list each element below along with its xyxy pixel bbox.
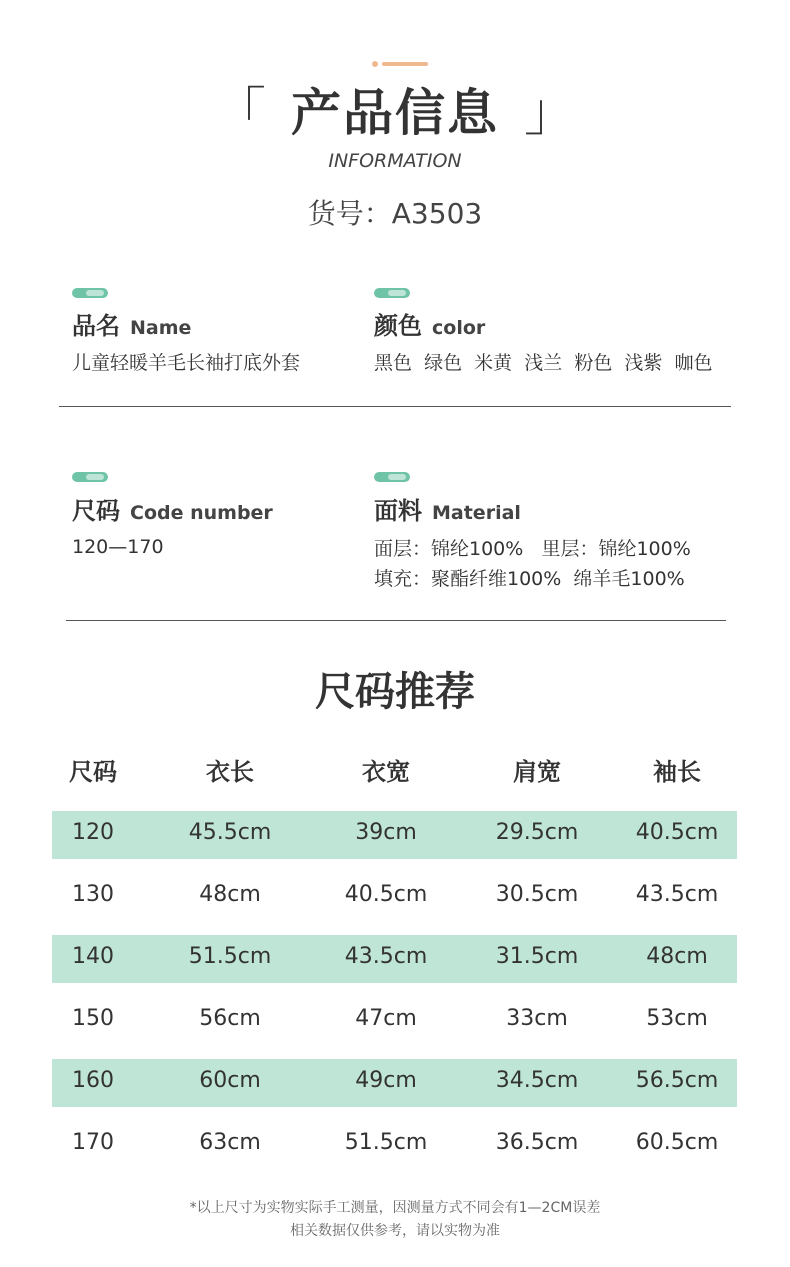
divider	[59, 406, 731, 407]
title-bracket-open: 「	[213, 83, 266, 143]
table-cell: 63cm	[199, 1130, 261, 1155]
size-label-en: Code number	[130, 502, 273, 524]
section-marker-icon	[374, 288, 410, 298]
title-text: 产品信息	[291, 84, 499, 142]
size-value: 120—170	[72, 536, 164, 558]
table-cell: 34.5cm	[495, 1068, 579, 1093]
name-heading	[72, 306, 191, 341]
table-cell: 150	[72, 1006, 114, 1031]
name-label: 品名	[72, 312, 120, 340]
section-marker-icon	[72, 472, 108, 482]
table-row	[52, 873, 737, 921]
color-value: 黑色 绿色 米黄 浅兰 粉色 浅紫 咖色	[374, 352, 713, 374]
table-cell: 49cm	[355, 1068, 417, 1093]
title-bracket-close: 」	[524, 83, 577, 143]
table-cell: 33cm	[506, 1006, 568, 1031]
table-cell: 51.5cm	[344, 1130, 428, 1155]
measurement-note: *以上尺寸为实物实际手工测量，因测量方式不同会有1—2CM误差	[189, 1200, 601, 1216]
table-cell: 43.5cm	[344, 944, 428, 969]
name-label-en: Name	[130, 317, 192, 339]
material-value-line2: 填充：聚酯纤维100% 绵羊毛100%	[374, 568, 685, 590]
table-cell: 36.5cm	[495, 1130, 579, 1155]
table-cell: 48cm	[199, 882, 261, 907]
table-row	[52, 1059, 737, 1107]
size-label: 尺码	[72, 497, 120, 525]
table-cell: 40.5cm	[635, 820, 719, 845]
material-label-en: Material	[432, 502, 521, 524]
table-cell: 39cm	[355, 820, 417, 845]
header-cell: 肩宽	[513, 758, 561, 786]
table-cell: 31.5cm	[495, 944, 579, 969]
table-cell: 160	[72, 1068, 114, 1093]
reference-note: 相关数据仅供参考，请以实物为准	[290, 1223, 500, 1239]
table-header-row	[52, 750, 737, 798]
material-heading	[374, 491, 521, 526]
table-cell: 51.5cm	[188, 944, 272, 969]
table-cell: 29.5cm	[495, 820, 579, 845]
table-cell: 45.5cm	[188, 820, 272, 845]
table-cell: 56cm	[199, 1006, 261, 1031]
table-cell: 170	[72, 1130, 114, 1155]
table-cell: 48cm	[646, 944, 708, 969]
header-cell: 衣长	[206, 758, 254, 786]
size-recommendation-title: 尺码推荐	[315, 669, 475, 715]
table-cell: 40.5cm	[344, 882, 428, 907]
header-cell: 尺码	[69, 758, 117, 786]
table-cell: 130	[72, 882, 114, 907]
table-cell: 60.5cm	[635, 1130, 719, 1155]
table-row	[52, 1121, 737, 1169]
divider	[66, 620, 726, 621]
table-cell: 120	[72, 820, 114, 845]
size-heading	[72, 491, 273, 526]
section-marker-icon	[374, 472, 410, 482]
table-row	[52, 811, 737, 859]
decorative-accent	[372, 60, 428, 68]
name-value: 儿童轻暖羊毛长袖打底外套	[72, 352, 301, 374]
table-cell: 53cm	[646, 1006, 708, 1031]
color-label-en: color	[432, 317, 486, 339]
table-row	[52, 935, 737, 983]
table-cell: 30.5cm	[495, 882, 579, 907]
header-cell: 袖长	[653, 758, 701, 786]
material-label: 面料	[374, 497, 422, 525]
table-cell: 60cm	[199, 1068, 261, 1093]
table-cell: 47cm	[355, 1006, 417, 1031]
table-cell: 56.5cm	[635, 1068, 719, 1093]
table-row	[52, 997, 737, 1045]
page-title	[0, 78, 790, 148]
material-value-line1: 面层：锦纶100% 里层：锦纶100%	[374, 538, 691, 560]
color-label: 颜色	[374, 312, 422, 340]
section-marker-icon	[72, 288, 108, 298]
table-cell: 43.5cm	[635, 882, 719, 907]
color-heading	[374, 306, 485, 341]
page-subtitle: INFORMATION	[328, 150, 462, 172]
sku-label: 货号：A3503	[307, 197, 483, 230]
table-cell: 140	[72, 944, 114, 969]
header-cell: 衣宽	[362, 758, 410, 786]
